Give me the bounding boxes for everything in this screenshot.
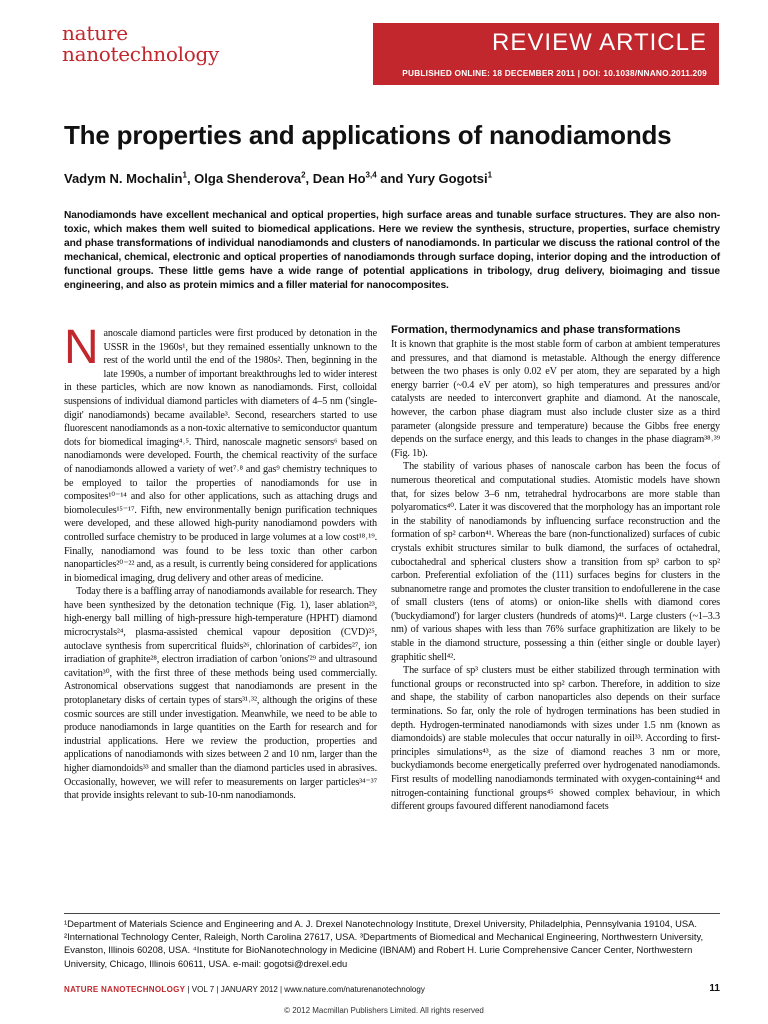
footnote-divider xyxy=(64,913,720,914)
author-affiliation-mark: 1 xyxy=(487,170,493,180)
author-separator: and xyxy=(376,171,407,186)
author-list xyxy=(64,171,724,186)
article-type: REVIEW ARTICLE xyxy=(492,29,707,56)
body-paragraph: Today there is a baffling array of nanodiamonds available for research. They have been synthesized by the detonation technique (Fig. 1), laser ablation²³, high-energy ball milling of high-pressure high-temperature (HPHT) diamond microcrystals²⁴, plasma-assisted chemical vapour deposition (CVD)²⁵, autoclave synthesis from supercritical fluids²⁶, chlorination of carbides²⁷, ion irradiation of graphite²⁸, electron irradiation of carbon 'onions'²⁹ and ultrasound cavitation³⁰, with the first three of these methods being used commercially. Astronomical observations suggest that nanodiamonds are present in the protoplanetary disks of certain types of stars³¹˒³², although the origins of these cosmic sources are still under investigation. Meanwhile, we need to be able to produce nanodiamonds in large quantities on the Earth for research and for industrial applications. Here we review the production, properties and applications of nanodiamonds with sizes between 2 and 10 nm, larger than the higher diamondoids³³ and smaller than the diamond particles used in abrasives. Occasionally, however, we will refer to measurements on larger particles³⁴⁻³⁷ that provide insights relevant to sub-10-nm nanodiamonds. xyxy=(64,586,377,802)
author-separator: , xyxy=(305,171,313,186)
footer-journal-name: NATURE NANOTECHNOLOGY xyxy=(64,985,186,994)
author-separator: , xyxy=(186,171,195,186)
body-paragraph: It is known that graphite is the most stable form of carbon at ambient temperatures and pressures, and that diamond is metastable. Although the energy difference between the two phases is only 0.02 eV per atom, they are separated by a high energy barrier (~0.4 eV per atom), so high temperatures and pressures and/or catalysts are needed to interconvert graphite and diamond. At the nanoscale, however, the carbon phase diagram must also include cluster size as a third parameter (alongside pressure and temperature) because the Gibbs free energy depends on the surface energy, and this leads to changes in the phase diagram³⁸˒³⁹ (Fig. 1b). xyxy=(391,339,720,459)
body-paragraph: The stability of various phases of nanoscale carbon has been the focus of numerous theoretical and computational studies. Atomistic models have shown that, for sizes below 3–6 nm, tetrahedral hydrocarbons are more stable than polyaromatics⁴⁰. Later it was discovered that the morphology has an important role in the stability of nanodiamonds by influencing surface reconstruction and the formation of sp² carbon⁴¹. Whereas the bare (non-functionalized) surfaces of cubic crystals exhibit structures similar to bulk diamond, the surfaces of octahedral, cuboctahedral and spherical clusters show a transition from sp³ carbon to sp² carbon. Preferential exfoliation of the (111) surfaces begins for clusters in the subnanometre range and promotes the cluster transition to endofullerene in the case of small clusters (tens of atoms) or onion-like shells with diamond cores ('buckydiamond') for larger clusters (hundreds of atoms)⁴¹. Large clusters (~1–3.3 nm) of various shapes with less than 76% surface graphitization are likely to be stable in the diamond structure, possessing a thin (either single or double layer) graphitic shell⁴². xyxy=(391,461,720,663)
footer-issue-details[interactable]: | VOL 7 | JANUARY 2012 | www.nature.com/naturenanotechnology xyxy=(185,985,425,994)
paragraph-text: anoscale diamond particles were first produced by detonation in the USSR in the 1960s¹, but they remained essentially unknown to the rest of the world until the end of the 1980s². Then, beginning in the late 1990s, a number of important breakthroughs led to wider interest in these particles, which are now known as nanodiamonds. First, colloidal suspensions of individual diamond particles with diameters of 4–5 nm ('single-digit' nanodiamonds) became available³. Second, researchers started to use fluorescent nanodiamonds as a non-toxic alternative to semiconductor quantum dots for biomedical imaging⁴˒⁵. Third, nanoscale magnetic sensors⁶ based on nanodiamonds were developed. Fourth, the chemical reactivity of the surface of nanodiamonds allowed a variety of wet⁷˒⁸ and gas⁹ chemistry techniques to be employed to tailor the properties of nanodiamonds for use in composites¹⁰⁻¹⁴ and also for other applications, such as attaching drugs and biomolecules¹⁵⁻¹⁷. Fifth, new environmentally benign purification techniques were developed, and these allowed high-purity nanodiamond powders with controlled surface chemistry to be produced in large volumes at a low cost¹⁸˒¹⁹. Finally, nanodiamond was found to be less toxic than other carbon nanoparticles²⁰⁻²² and, as a result, is currently being considered for applications in biomedical imaging, drug delivery and other areas of medicine. xyxy=(64,328,377,584)
page-header xyxy=(0,0,768,86)
article-title: The properties and applications of nanodiamonds xyxy=(64,120,672,150)
body-column-left xyxy=(64,321,377,803)
affiliations: ¹Department of Materials Science and Engineering and A. J. Drexel Nanotechnology Institute, Drexel University, Philadelphia, Pennsylvania 19104, USA. ²International Technology Center, Raleigh, North Carolina 27617, USA. ³Departments of Biomedical and Mechanical Engineering, Northwestern University, Evanston, Illinois 60208, USA. ⁴Institute for BioNanotechnology in Medicine (IBNAM) and Robert H. Lurie Comprehensive Cancer Center, Northwestern University, Chicago, Illinois 60611, USA. e-mail: gogotsi@drexel.edu xyxy=(64,918,704,969)
author-affiliation-mark: 2 xyxy=(301,170,306,180)
body-column-right xyxy=(391,323,720,814)
journal-logo[interactable] xyxy=(62,23,219,64)
logo-line-2: nanotechnology xyxy=(62,42,219,66)
author-name[interactable]: Yury Gogotsi xyxy=(406,171,488,186)
publication-info[interactable]: PUBLISHED ONLINE: 18 DECEMBER 2011 | DOI: 10.1038/NNANO.2011.209 xyxy=(402,68,707,78)
author-name[interactable]: Vadym N. Mochalin xyxy=(64,171,183,186)
section-heading: Formation, thermodynamics and phase transformations xyxy=(391,324,681,336)
author-name[interactable]: Dean Ho xyxy=(312,171,366,186)
body-paragraph: The surface of sp³ clusters must be either stabilized through termination with functional groups or reconstructed into sp² carbon. Therefore, in addition to size and shape, the stability of carbon nanoparticles also depends on their surface terminations. So far, only the role of hydrogen terminations has been studied in depth. Hydrogen-terminated nanodiamonds with sizes under 1.5 nm (known as diamondoids) are stable molecules that occur naturally in oil³³. According to first-principles simulations⁴³, as the size of diamond reaches 3 nm or more, buckydiamonds become energetically preferred over hydrogenated nanodiamonds. First results of modelling nanodiamonds terminated with oxygen-containing⁴⁴ and nitrogen-containing functional groups⁴⁵ showed complex behaviour, in which different groups favoured different nanodiamond facets xyxy=(391,665,720,813)
logo-line-1: nature xyxy=(62,21,128,45)
page-footer xyxy=(64,985,720,997)
copyright-notice: © 2012 Macmillan Publishers Limited. All rights reserved xyxy=(284,1006,484,1015)
article-type-banner xyxy=(373,23,719,85)
author-affiliation-mark: 3,4 xyxy=(365,170,377,180)
author-affiliation-mark: 1 xyxy=(182,170,187,180)
page-number: 11 xyxy=(709,983,720,994)
drop-cap: N xyxy=(64,321,99,374)
body-paragraph xyxy=(64,321,377,585)
abstract: Nanodiamonds have excellent mechanical and optical properties, high surface areas and tunable surface structures. They are also non-toxic, which makes them well suited to biomedical applications. Here we review the synthesis, structure, properties, surface chemistry and phase transformations of individual nanodiamonds and clusters of nanodiamonds. In particular we discuss the rational control of the mechanical, chemical, electronic and optical properties of nanodiamonds through surface doping, interior doping and the introduction of functional groups. These little gems have a wide range of potential applications in tribology, drug delivery, bioimaging and tissue engineering, and also as protein mimics and a filler material for nanocomposites. xyxy=(64,210,720,291)
author-name[interactable]: Olga Shenderova xyxy=(194,171,302,186)
